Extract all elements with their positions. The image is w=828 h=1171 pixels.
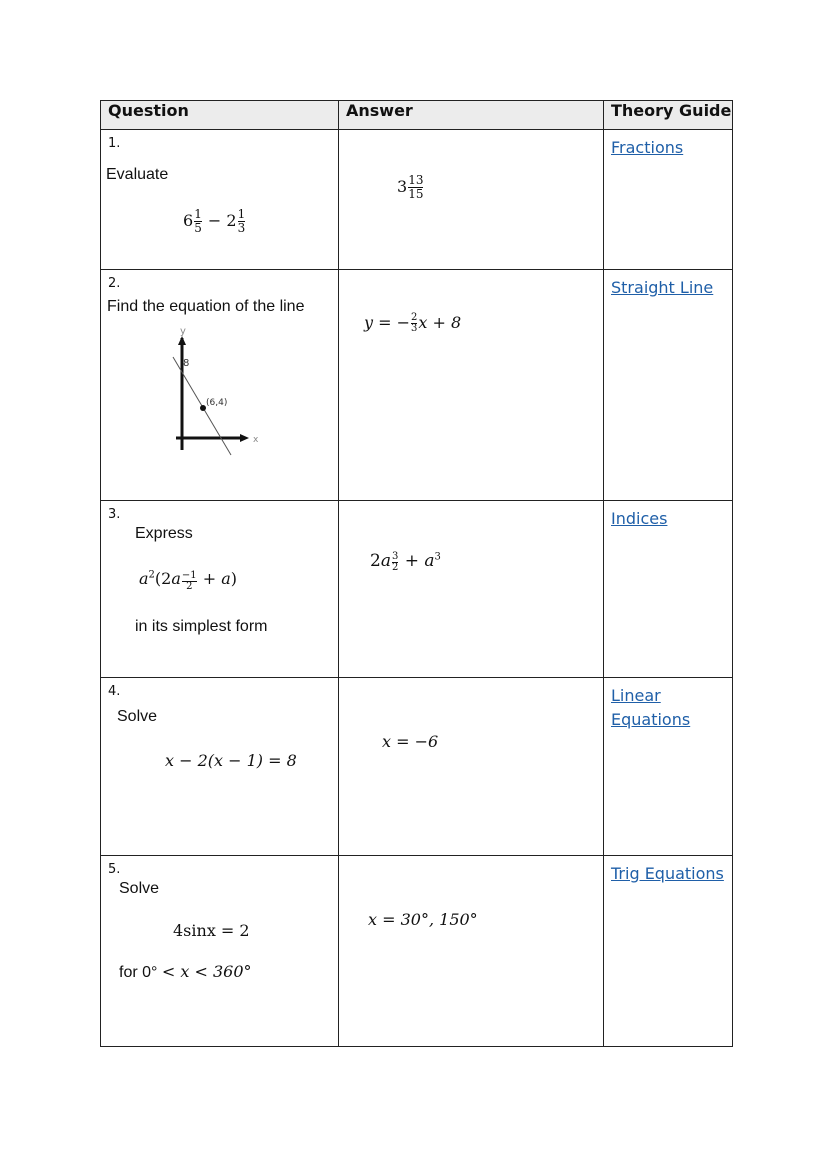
question-number: 1. [108, 136, 121, 151]
table-row [101, 270, 733, 501]
theory-cell [604, 130, 733, 270]
question-condition: for 0° < x < 360° [119, 962, 252, 981]
question-header: Question [101, 101, 339, 130]
question-number: 4. [108, 684, 121, 699]
question-expression: $a^2(2a$ $\frac{-1}{2}$ + a) [139, 569, 238, 592]
question-prompt: Solve [119, 880, 160, 897]
question-cell [101, 678, 339, 856]
question-cell [101, 856, 339, 1047]
question-cell [101, 270, 339, 501]
theory-cell [604, 501, 733, 678]
line-graph [165, 326, 265, 456]
theory-cell [604, 856, 733, 1047]
question-number: 3. [108, 507, 121, 522]
worksheet [100, 100, 732, 1047]
answer-expression: y = − $\frac{2}{3}$ x + 8 [364, 312, 462, 334]
question-number: 2. [108, 276, 121, 291]
answer-cell [339, 856, 604, 1047]
question-expression: x − 2(x − 1) = 8 [165, 751, 297, 770]
answer-expression: 3 $\frac{13}{15}$ [397, 173, 424, 201]
question-expression: 6 $\frac{1}{5}$ − 2 $\frac{1}{3}$ [183, 207, 246, 235]
question-prompt: Solve [117, 708, 158, 725]
theory-cell [604, 270, 733, 501]
point-label: (6,4) [206, 398, 228, 408]
x-axis-label: x [253, 435, 259, 445]
theory-header: Theory Guide [604, 101, 733, 130]
header-row [101, 101, 733, 130]
x-axis-arrow [240, 434, 249, 442]
theory-cell [604, 678, 733, 856]
theory-link-indices[interactable]: Indices [611, 509, 668, 528]
y-axis-arrow [178, 336, 186, 345]
question-prompt: Find the equation of the line [107, 298, 305, 315]
worksheet-table [100, 100, 733, 1047]
answer-header: Answer [339, 101, 604, 130]
answer-cell [339, 678, 604, 856]
question-cell [101, 130, 339, 270]
table-row [101, 501, 733, 678]
theory-link-trig-equations[interactable]: Trig Equations [611, 864, 724, 883]
question-prompt: Evaluate [106, 166, 169, 183]
answer-expression: 2a $\frac{3}{2}$ + $a^3$ [370, 551, 441, 574]
answer-cell [339, 130, 604, 270]
answer-cell [339, 270, 604, 501]
question-cell [101, 501, 339, 678]
question-suffix: in its simplest form [135, 618, 268, 635]
y-axis-label: y [180, 326, 186, 337]
question-expression: 4sinx = 2 [173, 921, 250, 940]
intercept-label: 8 [183, 358, 190, 369]
theory-link-linear-equations[interactable]: Linear Equations [611, 686, 691, 729]
theory-link-fractions[interactable]: Fractions [611, 138, 684, 157]
table-row [101, 130, 733, 270]
table-row [101, 856, 733, 1047]
answer-expression: x = −6 [382, 732, 439, 751]
theory-link-straight-line[interactable]: Straight Line [611, 278, 714, 297]
question-number: 5. [108, 862, 121, 877]
table-row [101, 678, 733, 856]
answer-cell [339, 501, 604, 678]
answer-expression: x = 30°, 150° [368, 910, 478, 929]
question-prompt: Express [135, 525, 193, 542]
